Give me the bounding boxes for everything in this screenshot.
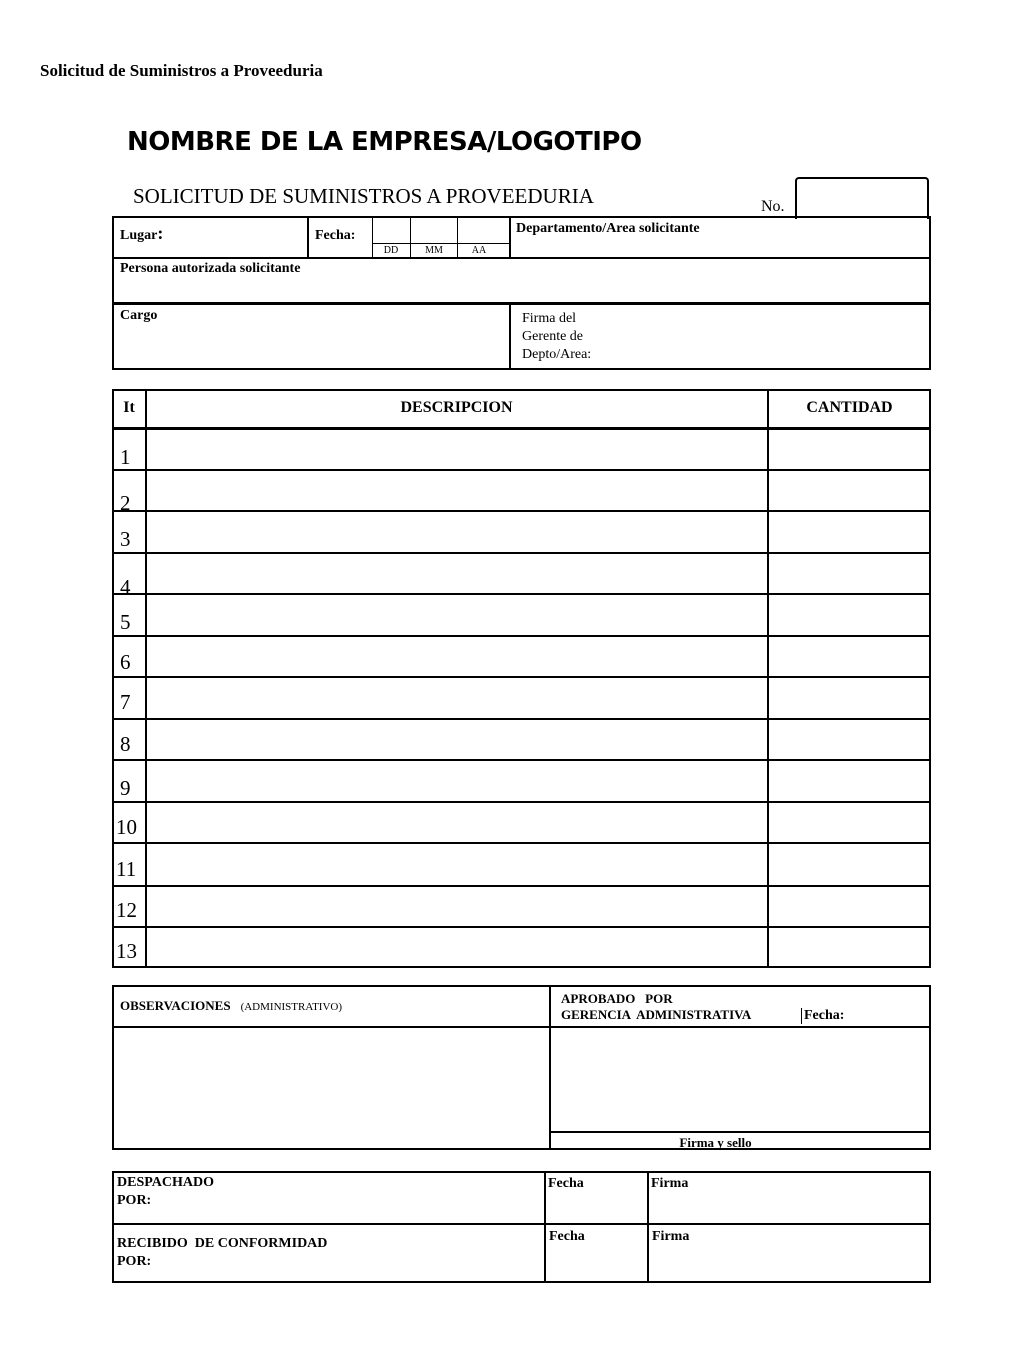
quantity-cell[interactable] bbox=[769, 429, 929, 469]
received-by-line: RECIBIDO DE CONFORMIDAD bbox=[117, 1236, 328, 1251]
dispatch-signature-field[interactable] bbox=[649, 1194, 929, 1222]
row-number: 10 bbox=[116, 815, 137, 839]
approval-signature-field[interactable] bbox=[551, 1028, 929, 1130]
lugar-label: Lugar bbox=[120, 228, 158, 243]
divider bbox=[509, 303, 511, 370]
row-number: 8 bbox=[120, 732, 131, 756]
row-number: 6 bbox=[120, 650, 131, 674]
dispatched-by-line: DESPACHADO bbox=[117, 1175, 214, 1190]
reception-date-field[interactable] bbox=[546, 1248, 646, 1281]
row-number: 1 bbox=[120, 445, 131, 469]
description-cell[interactable] bbox=[147, 554, 766, 593]
description-cell[interactable] bbox=[147, 512, 766, 552]
person-field[interactable] bbox=[114, 280, 929, 300]
description-cell[interactable] bbox=[147, 595, 766, 635]
manager-signature-line: Gerente de bbox=[522, 329, 584, 344]
description-cell[interactable] bbox=[147, 678, 766, 718]
manager-signature-label bbox=[522, 310, 591, 364]
quantity-cell[interactable] bbox=[769, 471, 929, 510]
lugar-field[interactable] bbox=[120, 223, 163, 244]
row-number: 13 bbox=[116, 939, 137, 963]
quantity-cell[interactable] bbox=[769, 803, 929, 842]
form-title: SOLICITUD DE SUMINISTROS A PROVEEDURIA bbox=[133, 184, 594, 208]
person-label: Persona autorizada solicitante bbox=[120, 261, 301, 276]
quantity-cell[interactable] bbox=[769, 512, 929, 552]
quantity-cell[interactable] bbox=[769, 720, 929, 759]
row-number: 12 bbox=[116, 898, 137, 922]
row-number: 7 bbox=[120, 690, 131, 714]
reception-signature-label: Firma bbox=[652, 1229, 690, 1244]
date-day-field[interactable]: DD bbox=[383, 245, 399, 256]
divider bbox=[112, 257, 931, 259]
quantity-cell[interactable] bbox=[769, 761, 929, 801]
approved-by-line: APROBADO POR bbox=[561, 991, 673, 1006]
lugar-colon: : bbox=[157, 223, 164, 243]
items-header-item: It bbox=[123, 399, 135, 416]
description-cell[interactable] bbox=[147, 928, 766, 966]
top-caption: Solicitud de Suministros a Proveeduria bbox=[40, 61, 323, 80]
quantity-cell[interactable] bbox=[769, 554, 929, 593]
number-label: No. bbox=[761, 198, 785, 215]
row-number: 11 bbox=[116, 857, 137, 881]
date-month-field[interactable]: MM bbox=[425, 245, 443, 256]
dispatched-by-label bbox=[117, 1174, 214, 1210]
description-cell[interactable] bbox=[147, 720, 766, 759]
dispatch-date-label: Fecha bbox=[548, 1176, 584, 1191]
signature-seal-label: Firma y sello bbox=[679, 1135, 752, 1150]
description-cell[interactable] bbox=[147, 761, 766, 801]
manager-signature-line: Firma del bbox=[522, 311, 577, 326]
quantity-cell[interactable] bbox=[769, 637, 929, 676]
dispatch-date-field[interactable] bbox=[546, 1194, 646, 1222]
fecha-label: Fecha: bbox=[315, 228, 356, 243]
items-header-quantity: CANTIDAD bbox=[806, 399, 893, 416]
date-year-field[interactable]: AA bbox=[471, 245, 487, 256]
observations-label: OBSERVACIONES bbox=[120, 998, 231, 1013]
approval-date-label: Fecha: bbox=[804, 1008, 845, 1023]
divider bbox=[307, 216, 309, 258]
divider bbox=[801, 1008, 802, 1024]
divider bbox=[112, 1223, 931, 1225]
manager-signature-line: Depto/Area: bbox=[522, 347, 592, 362]
description-cell[interactable] bbox=[147, 429, 766, 469]
description-cell[interactable] bbox=[147, 887, 766, 926]
row-number: 4 bbox=[120, 575, 131, 599]
observations-field[interactable] bbox=[114, 1028, 548, 1148]
reception-signature-field[interactable] bbox=[649, 1248, 929, 1281]
observations-label-group bbox=[120, 997, 342, 1015]
number-field[interactable] bbox=[795, 177, 929, 219]
items-header-description: DESCRIPCION bbox=[400, 399, 513, 416]
company-logo-placeholder: NOMBRE DE LA EMPRESA/LOGOTIPO bbox=[127, 127, 642, 157]
divider bbox=[372, 243, 510, 244]
description-cell[interactable] bbox=[147, 803, 766, 842]
approved-by-line: GERENCIA ADMINISTRATIVA bbox=[561, 1007, 752, 1022]
department-label: Departamento/Area solicitante bbox=[516, 221, 700, 236]
divider bbox=[549, 1131, 931, 1133]
row-number: 3 bbox=[120, 527, 131, 551]
row-number: 9 bbox=[120, 776, 131, 800]
divider bbox=[509, 216, 511, 258]
cargo-label: Cargo bbox=[120, 308, 158, 323]
quantity-cell[interactable] bbox=[769, 844, 929, 885]
received-by-label bbox=[117, 1235, 327, 1271]
dispatched-by-line: POR: bbox=[117, 1193, 152, 1208]
quantity-cell[interactable] bbox=[769, 595, 929, 635]
quantity-cell[interactable] bbox=[769, 928, 929, 966]
dispatch-signature-label: Firma bbox=[651, 1176, 689, 1191]
observations-note: (ADMINISTRATIVO) bbox=[240, 1001, 343, 1013]
row-number: 2 bbox=[120, 491, 131, 515]
row-number: 5 bbox=[120, 610, 131, 634]
description-cell[interactable] bbox=[147, 844, 766, 885]
received-by-line: POR: bbox=[117, 1254, 152, 1269]
quantity-cell[interactable] bbox=[769, 678, 929, 718]
approved-by-label bbox=[561, 991, 751, 1023]
quantity-cell[interactable] bbox=[769, 887, 929, 926]
description-cell[interactable] bbox=[147, 637, 766, 676]
description-cell[interactable] bbox=[147, 471, 766, 510]
reception-date-label: Fecha bbox=[549, 1229, 585, 1244]
